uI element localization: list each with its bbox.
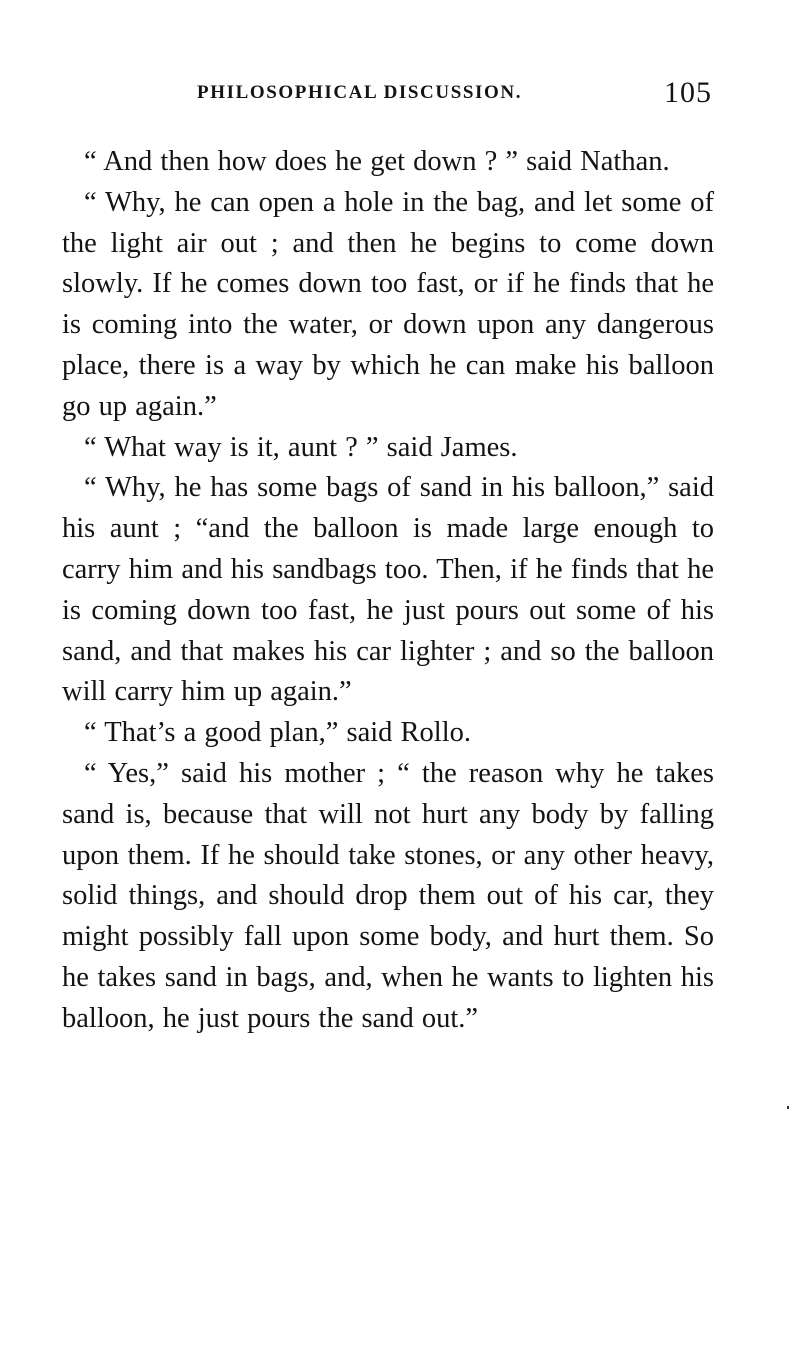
paragraph: “ Yes,” said his mother ; “ the reason why he takes sand is, because that will not hurt any body by falling upon them. If he should take stones, or any other heavy, solid things, and should drop them out of his car, they might possibly fall upon some body, and hurt them. So he takes sand in bags, and, when he wants to lighten his balloon, he just pours the sand out.”	[62, 757, 714, 1034]
scan-speck	[787, 1106, 789, 1109]
paragraph: “ That’s a good plan,” said Rollo.	[84, 717, 471, 749]
paragraph: “ Why, he has some bags of sand in his balloon,” said his aunt ; “and the balloon is made large enough to carry him and his sandbags too. Then, if he finds that he is coming down too fast, he just pours out some of his sand, and that makes his car lighter ; and so the balloon will carry him up again.”	[62, 472, 714, 708]
paragraph: “ Why, he can open a hole in the bag, and let some of the light air out ; and then he begins to come down slowly. If he comes down too fast, or if he finds that he is coming into the water, or down upon any dangerous place, there is a way by which he can make his balloon go up again.”	[62, 186, 714, 422]
page-header	[62, 76, 714, 116]
page-number: 105	[664, 76, 712, 109]
page-body	[62, 142, 714, 1040]
paragraph: “ And then how does he get down ? ” said Nathan.	[84, 146, 670, 177]
running-title: PHILOSOPHICAL DISCUSSION.	[197, 82, 523, 103]
paragraph: “ What way is it, aunt ? ” said James.	[84, 431, 518, 463]
